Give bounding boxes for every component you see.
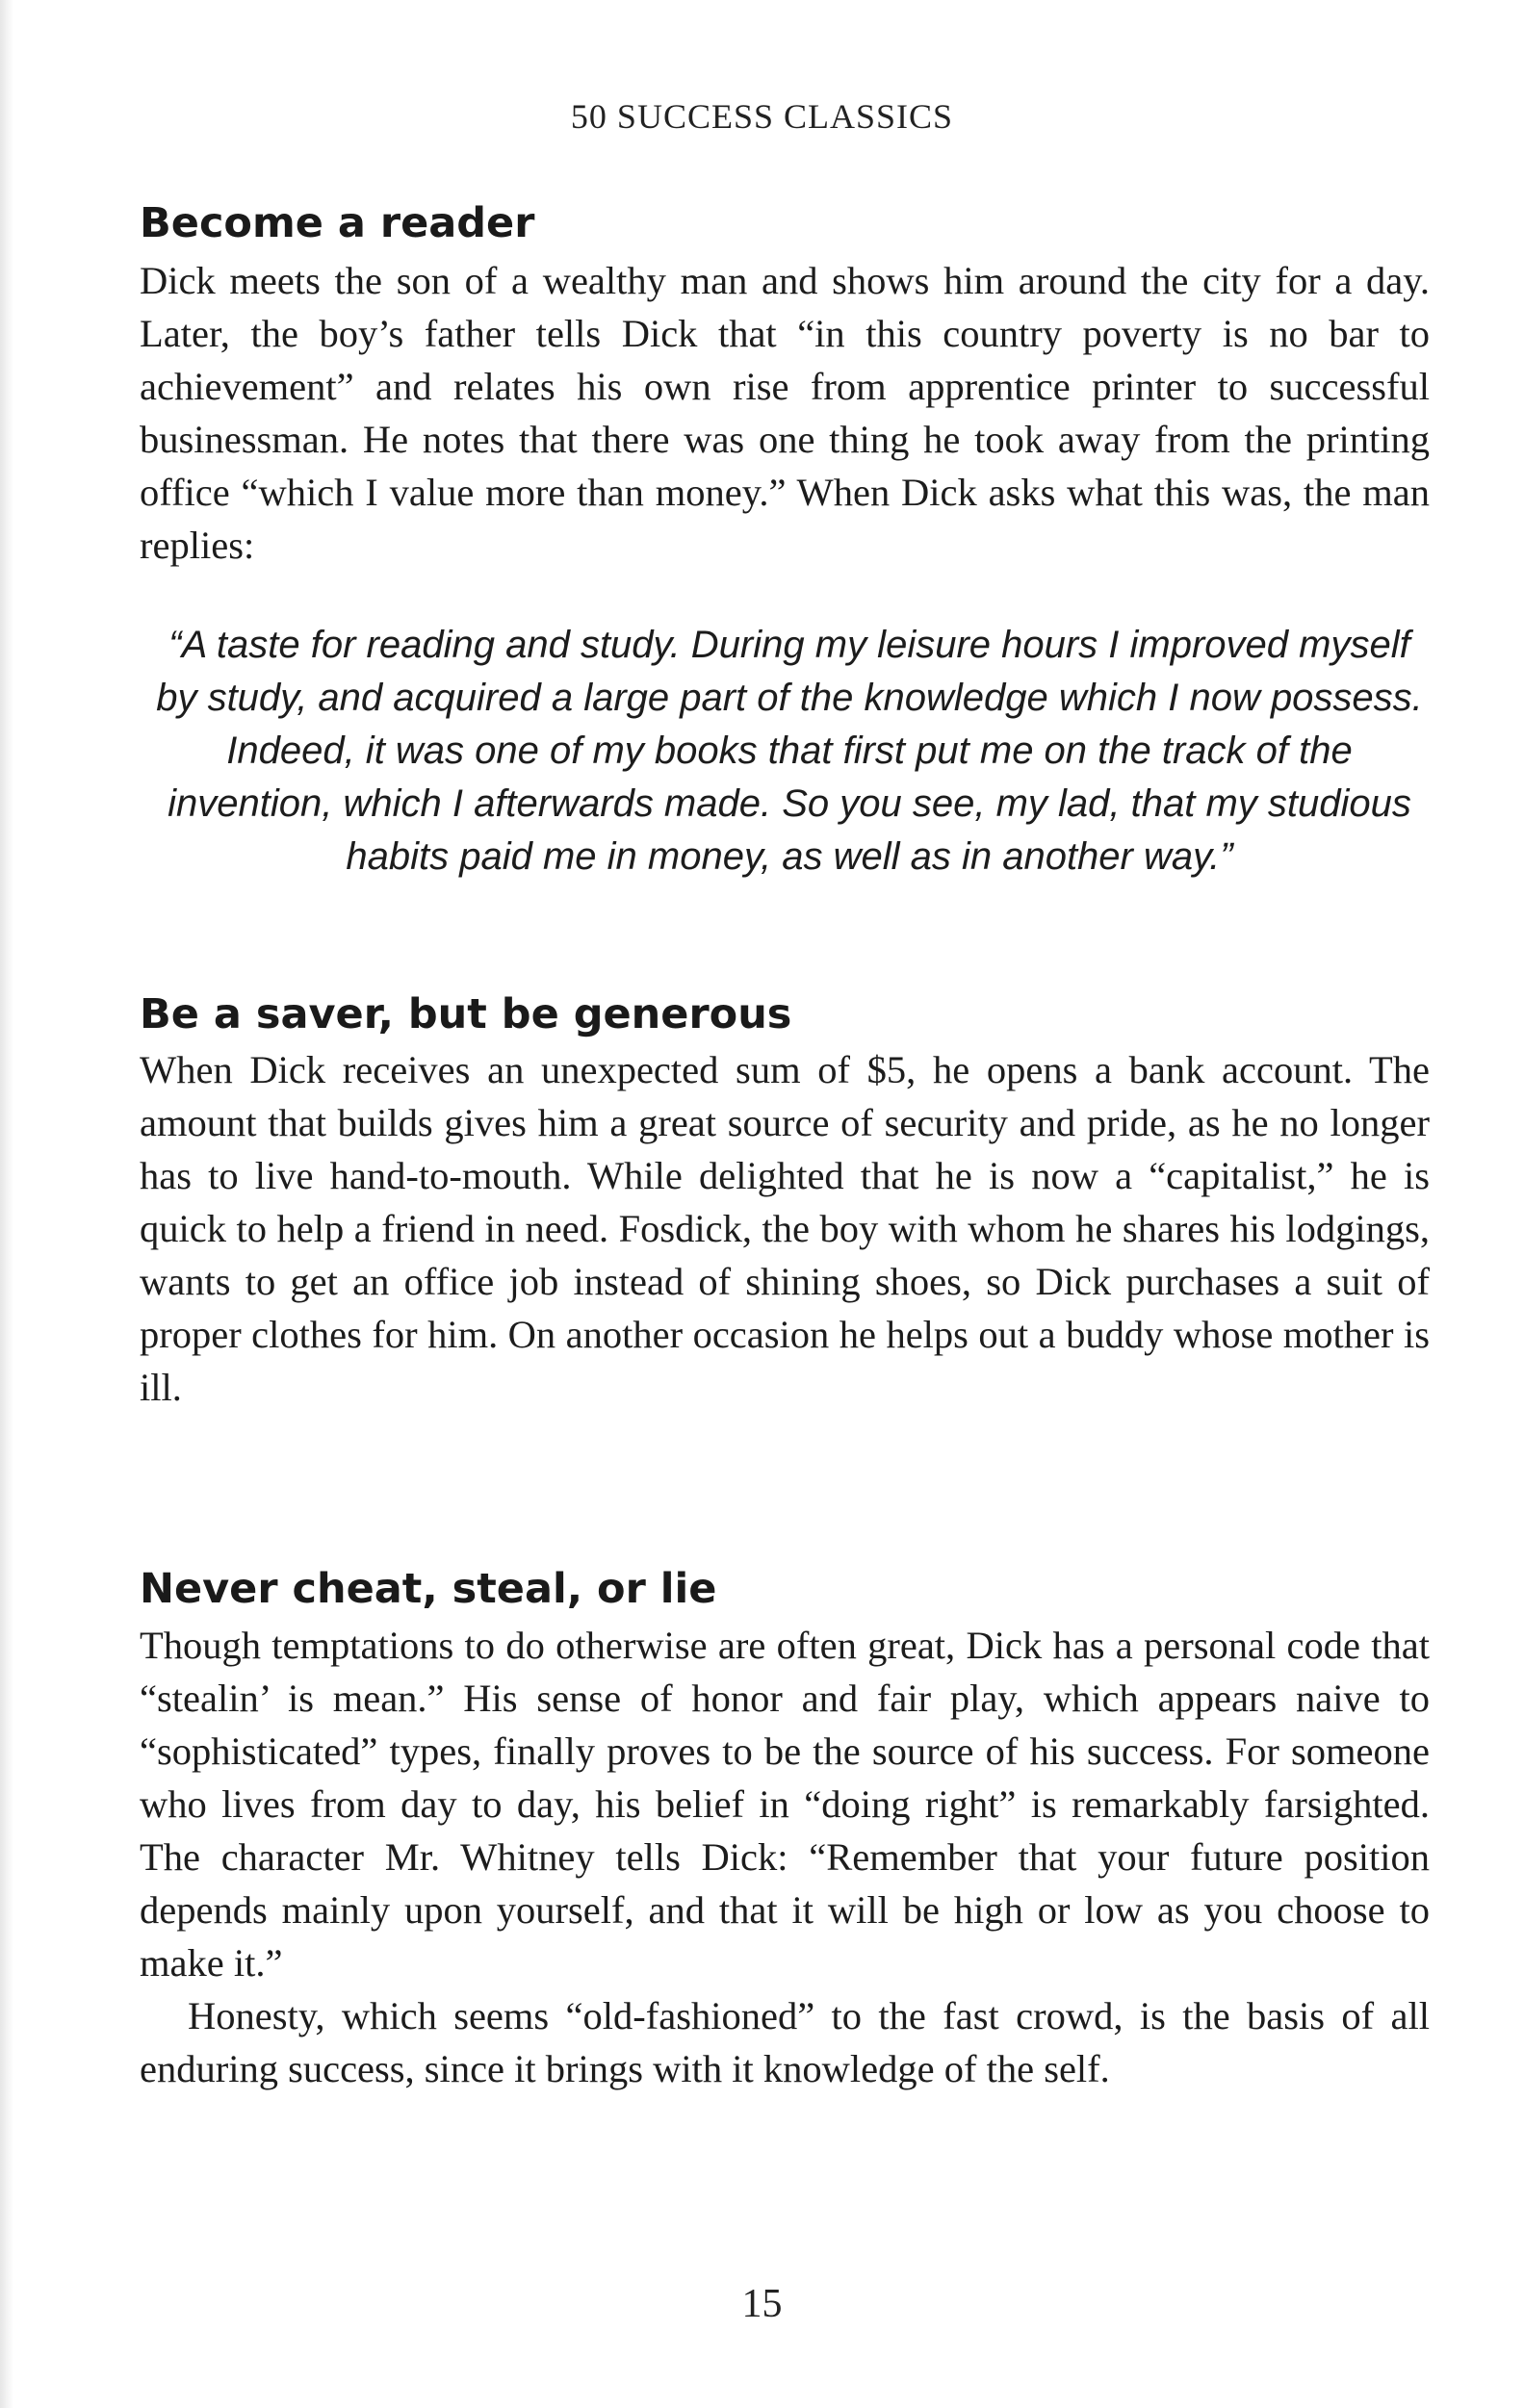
page-number: 15: [741, 2282, 783, 2326]
section-heading-be-a-saver: Be a saver, but be generous: [140, 990, 792, 1038]
section-1-paragraph: Dick meets the son of a wealthy man and shows him around the city for a day. Later, the boy’s father tells Dick that “in this country poverty is no bar to achievement” and relates his own rise from apprentice printer to successful businessman. He notes that there was one thing he took away from the printing office “which I value more than money.” When Dick asks what this was, the man replies:: [140, 259, 1430, 567]
running-head: 50 SUCCESS CLASSICS: [570, 97, 954, 136]
section-heading-never-cheat: Never cheat, steal, or lie: [140, 1565, 717, 1613]
block-quote: “A taste for reading and study. During my leisure hours I improved myself by study, and acquired a large part of the knowledge which I now possess. Indeed, it was one of my books that first put me on the track of the invention, which I afterwards made. So you see, my lad, that my studious habits paid me in money, as well as in another way.”: [156, 624, 1423, 878]
binding-shadow: [0, 0, 13, 2408]
section-2-paragraph: When Dick receives an unexpected sum of $5, he opens a bank account. The amount that builds gives him a great source of security and pride, as he no longer has to live hand-to-mouth. While delighted that he is now a “capitalist,” he is quick to help a friend in need. Fosdick, the boy with whom he shares his lodgings, wants to get an office job instead of shining shoes, so Dick purchases a suit of proper clothes for him. On another occasion he helps out a buddy whose mother is ill.: [140, 1048, 1430, 1409]
section-3-paragraph-1: Though temptations to do otherwise are often great, Dick has a personal code that “stealin’ is mean.” His sense of honor and fair play, which appears naive to “sophisticated” types, finally proves to be the source of his success. For someone who lives from day to day, his belief in “doing right” is remarkably farsighted. The character Mr. Whitney tells Dick: “Remember that your future position depends mainly upon yourself, and that it will be high or low as you choose to make it.”: [140, 1624, 1430, 1985]
section-heading-become-a-reader: Become a reader: [140, 199, 535, 247]
section-3-paragraph-2: Honesty, which seems “old-fashioned” to the fast crowd, is the basis of all enduring success, since it brings with it knowledge of the self.: [140, 1994, 1430, 2090]
